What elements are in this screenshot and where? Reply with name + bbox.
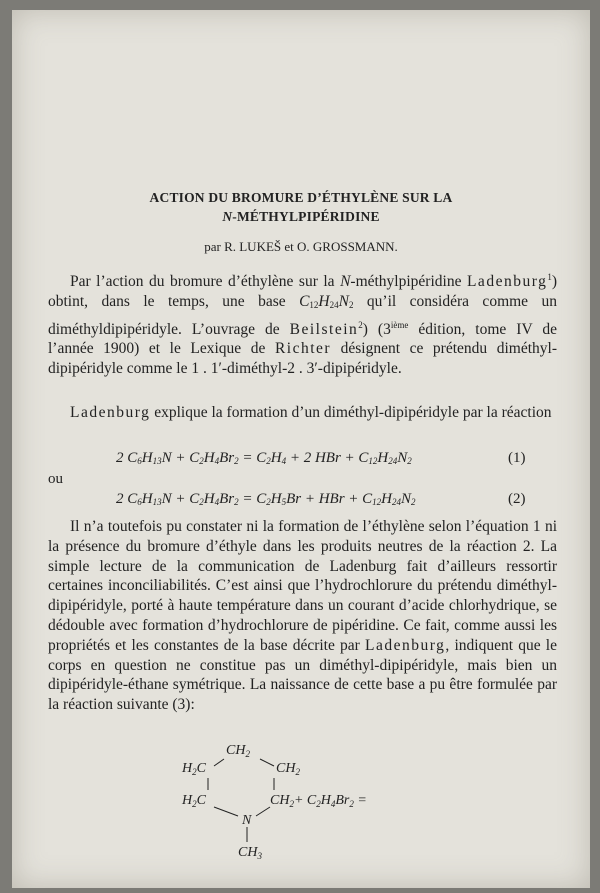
p1-segment: -méthylpipéridine [350, 273, 467, 290]
struct-nitrogen: N [242, 813, 252, 828]
p3-segment: Il n’a toutefois pu constater ni la formation de l’éthylène selon l’équation 1 ni la présence du bromure d’éthyle dans les produits neutres de la réaction 2. La simple lecture de la communication de Ladenburg fait d’ailleurs ressortir certaines inconciliabilités. C’est ainsi que l’hydrochlorure du prétendu diméthyl-dipipéridyle, porté à haute température dans un courant d’acide chlorhydrique, se dédouble avec formation d’hydrochlorure de pipéridine. Ce fait, comme aussi les propriétés et les constantes de la base décrite par [48, 518, 557, 654]
title-italic-n: N [222, 209, 233, 224]
eq1-segment: 13 [152, 456, 162, 466]
eq1-segment: H [377, 450, 389, 466]
title-line-1: ACTION DU BROMURE D’ÉTHYLÈNE SUR LA [149, 190, 453, 205]
struct-methyl: $CH_3$ [238, 845, 262, 861]
eq2-segment: 6 [137, 497, 142, 507]
p1-segment: Par l’action du bromure d’éthylène sur la [70, 273, 341, 290]
eq2-segment: 5 [281, 497, 287, 507]
eq1-segment: 24 [388, 456, 398, 466]
p1-segment: Richter [274, 340, 332, 358]
eq2-segment: H [381, 491, 393, 507]
eq1-segment: 2 [266, 456, 271, 466]
eq1-segment: N + C [161, 450, 200, 466]
p3-segment: Ladenburg [365, 636, 446, 654]
p1-segment: Beilstein [289, 320, 359, 338]
document-page [12, 10, 590, 888]
title-line-2 [12, 207, 590, 226]
eq2-segment: 12 [372, 497, 382, 507]
p1-segment: 12 [309, 299, 319, 310]
p2-segment: explique la formation d’un diméthyl-dipipéridyle par la réaction [150, 404, 552, 421]
title-line-2-rest: -MÉTHYLPIPÉRIDINE [232, 209, 380, 224]
p1-segment: H [318, 292, 330, 310]
article-title [12, 188, 590, 226]
p1-segment: désignent ce prétendu diméthyl-dipipéridyle comme le 1 . 1′-diméthyl-2 . 3′-dipipéridyle. [48, 340, 557, 378]
eq2-segment: Br [219, 491, 235, 507]
paragraph-1 [48, 268, 557, 379]
bond-lower-left [214, 807, 238, 816]
eq1-segment: 2 [234, 456, 239, 466]
eq1-segment: 6 [137, 456, 142, 466]
eq2-segment: 24 [392, 497, 402, 507]
paragraph-2 [48, 403, 557, 423]
p1-segment: ) obtint, dans le temps, une base [48, 273, 557, 310]
p1-segment: Ladenburg [466, 273, 548, 290]
eq1-segment: 2 [407, 456, 412, 466]
struct-left-lower: $H_2C$ [182, 793, 206, 809]
p1-segment: N [340, 273, 351, 290]
eq1-segment: 4 [281, 456, 287, 466]
p1-segment: 2 [358, 319, 363, 330]
p1-segment: 24 [329, 299, 339, 310]
equation-1-formula [116, 450, 412, 467]
p1-segment: édition, tome IV de l’année 1900) et le Lexique de [48, 320, 558, 358]
eq2-segment: 2 [266, 497, 271, 507]
p1-segment: ième [390, 319, 409, 330]
struct-right-upper: $CH_2$ [276, 761, 300, 777]
paragraph-3 [48, 517, 557, 715]
eq2-segment: 13 [152, 497, 162, 507]
struct-top-ch2: $CH_2$ [226, 743, 250, 759]
eq2-segment: N [401, 491, 412, 507]
eq2-segment: 4 [214, 497, 220, 507]
p1-segment: ) (3 [362, 320, 391, 338]
eq1-segment: 2 [199, 456, 204, 466]
p1-segment: qu’il considéra comme un diméthyldipipéridyle. L’ouvrage de [48, 292, 557, 338]
bond-top-right [260, 759, 274, 766]
p2-segment: Ladenburg [70, 404, 151, 421]
p1-segment: C [299, 292, 310, 310]
p3-segment: , indiquent que le corps en question ne constitue pas un diméthyl-dipipéridyle, mais bien un dipipéridyle-éthane symétrique. La naissance de cette base a pu être formulée par la réaction suivante (3): [48, 636, 557, 714]
struct-left-upper: $H_2C$ [182, 761, 206, 777]
p1-segment: 2 [348, 299, 354, 310]
equation-1-number: (1) [508, 450, 526, 466]
ou-connector: ou [48, 471, 63, 487]
equation-2-number: (2) [508, 491, 526, 507]
eq2-segment: 2 [411, 497, 416, 507]
eq1-segment: = C [238, 450, 267, 466]
struct-right-lower: $CH_2+ C_2H_4Br_2$ = [270, 793, 367, 809]
equation-2-formula [116, 491, 416, 508]
eq2-segment: 2 C [116, 491, 138, 507]
p1-segment: N [338, 292, 349, 310]
eq2-segment: = C [238, 491, 267, 507]
eq1-segment: H [203, 450, 215, 466]
p1-segment: 1 [547, 272, 552, 282]
eq1-segment: + 2 HBr + C [286, 450, 369, 466]
eq1-segment: N [397, 450, 408, 466]
eq1-segment: 4 [214, 456, 220, 466]
eq2-segment: H [270, 491, 282, 507]
authors-line: par R. LUKEŠ et O. GROSSMANN. [204, 239, 398, 254]
eq2-segment: 2 [234, 497, 239, 507]
eq2-segment: Br + HBr + C [286, 491, 373, 507]
bond-top-left [214, 759, 224, 766]
eq1-segment: 2 C [116, 450, 138, 466]
eq2-segment: H [141, 491, 153, 507]
eq2-segment: 2 [199, 497, 204, 507]
eq2-segment: N + C [161, 491, 200, 507]
bond-lower-right [256, 807, 270, 816]
eq1-segment: H [270, 450, 282, 466]
eq1-segment: H [141, 450, 153, 466]
piperidine-structure-diagram [12, 732, 590, 872]
eq2-segment: H [203, 491, 215, 507]
eq1-segment: Br [219, 450, 235, 466]
eq1-segment: 12 [368, 456, 378, 466]
